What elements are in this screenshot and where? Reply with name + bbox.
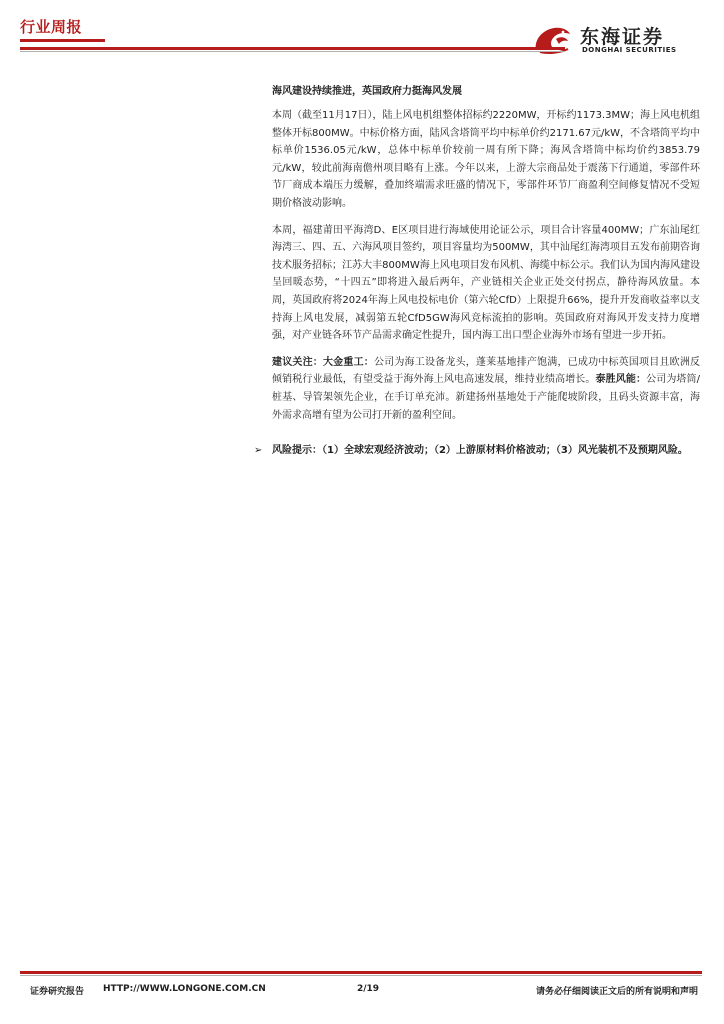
- paragraph-tender-prices: 本周（截至11月17日），陆上风电机组整体招标约2220MW，开标约1173.3MW；海上风电机组整体开标800MW。中标价格方面，陆风含塔筒平均中标单价约2171.67元/kW，不含塔筒平均中标单价1536.05元/kW，总体中标单价较前一周有所下降；海风含塔筒中标均价约3853.79元/kW，较此前海南儋州项目略有上涨。今年以来，上游大宗商品处于震荡下行通道，零部件环节厂商成本端压力缓解，叠加终端需求旺盛的情况下，零部件环节厂商盈利空间修复情况不受短期价格波动影响。: [272, 110, 701, 209]
- paragraph-offshore-progress: 本周，福建莆田平海湾D、E区项目进行海域使用论证公示，项目合计容量400MW；广东汕尾红海湾三、四、五、六海风项目签约，项目容量均为500MW，其中汕尾红海湾项目五发布前期咨询技术服务招标；江苏大丰800MW海上风电项目发布风机、海缆中标公示。我们认为国内海风建设呈回暖态势，“十四五”即将进入最后两年，产业链相关企业正处交付拐点，静待海风放量。本周，英国政府将2024年海上风电投标电价（第六轮CfD）上限提升66%，提升开发商收益率以支持海上风电发展，减弱第五轮CfD5GW海风竞标流拍的影响。英国政府对海风开发支持力度增强，对产业链各环节产品需求确定性提升，国内海工出口型企业海外市场有望进一步开拓。: [272, 224, 700, 342]
- logo-english-name: DONGHAI SECURITIES: [582, 46, 677, 54]
- footer-divider-red: [20, 971, 702, 974]
- header-divider-red: [20, 47, 565, 50]
- footer-page-number: 2/19: [357, 984, 380, 994]
- company2-name: 泰胜风能：: [595, 374, 647, 386]
- footer-url-link[interactable]: HTTP://WWW.LONGONE.COM.CN: [103, 984, 266, 994]
- logo-chinese-name: 东海证券: [580, 26, 665, 48]
- risk-warning: [254, 443, 700, 459]
- section-title: 海风建设持续推进，英国政府力挺海风发展: [272, 86, 462, 97]
- company1-name: 大金重工：: [322, 356, 374, 368]
- company-logo: [530, 20, 700, 60]
- footer-report-label: 证券研究报告: [30, 987, 85, 997]
- footer-disclaimer: 请务必仔细阅读正文后的所有说明和声明: [535, 987, 698, 997]
- risk-warning-text: 风险提示：（1）全球宏观经济波动；（2）上游原材料价格波动；（3）风光装机不及预期风险。: [272, 445, 688, 456]
- report-type-label: 行业周报: [20, 18, 83, 36]
- footer-divider-gray: [20, 975, 702, 976]
- report-type-underline: [20, 39, 105, 42]
- paragraph-recommendation: [272, 354, 700, 424]
- recommendation-label: 建议关注：: [272, 356, 323, 368]
- arrow-bullet-icon: ➢: [254, 445, 263, 456]
- company2-text: 公司为塔筒/桩基、导管架领先企业，在手订单充沛。新建扬州基地处于产能爬坡阶段，且码头资源丰富，海外需求高增有望为公司打开新的盈利空间。: [272, 374, 701, 421]
- report-body: [272, 82, 700, 433]
- header-divider-gray: [20, 51, 565, 52]
- company1-text: 公司为海工设备龙头，蓬莱基地排产饱满，已成功中标英国项目且欧洲反倾销税行业最低，有望受益于海外海上风电高速发展，维持业绩高增长。: [272, 356, 701, 386]
